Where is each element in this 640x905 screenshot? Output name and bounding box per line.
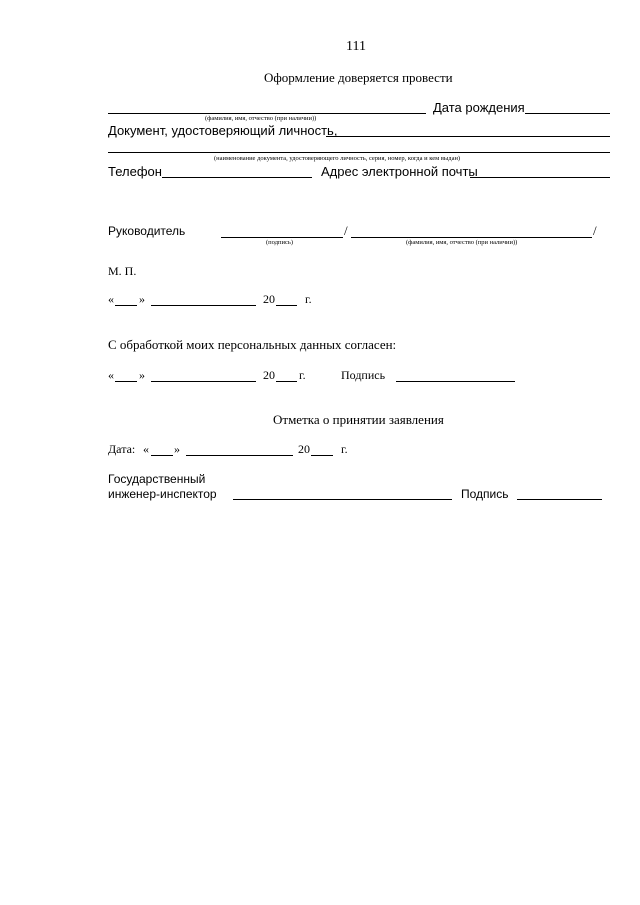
birth-date-label: Дата рождения [433,100,525,115]
acceptance-heading: Отметка о принятии заявления [273,412,444,427]
consent-year-field-line[interactable] [276,381,297,382]
date-close-quote: » [139,292,145,306]
year-prefix: 20 [263,292,275,306]
id-document-label: Документ, удостоверяющий личность, [108,123,338,138]
fio-field-line[interactable] [108,113,426,114]
head-label: Руководитель [108,224,186,238]
head-fio-caption: (фамилия, имя, отчество (при наличии)) [406,239,518,246]
day-field-line[interactable] [115,305,137,306]
inspector-name-line[interactable] [233,499,452,500]
slash-separator: / [344,223,348,238]
signature-caption: (подпись) [266,239,293,246]
inspector-signature-line[interactable] [517,499,602,500]
slash-separator-end: / [593,223,597,238]
acceptance-year-suffix: г. [341,442,348,456]
consent-signature-line[interactable] [396,381,515,382]
phone-field-line[interactable] [162,177,312,178]
id-document-field-line[interactable] [326,136,610,137]
consent-year-prefix: 20 [263,368,275,382]
consent-text: С обработкой моих персональных данных согласен: [108,337,397,352]
id-document-field-line-2[interactable] [108,152,610,153]
year-suffix: г. [305,292,312,306]
year-field-line[interactable] [276,305,297,306]
id-document-caption: (наименование документа, удостоверяющего личность, серия, номер, когда и кем выдан) [214,155,461,162]
inspector-label-line2: инженер-инспектор [108,487,217,501]
consent-date-close-quote: » [139,368,145,382]
email-field-line[interactable] [470,177,610,178]
section-heading: Оформление доверяется провести [264,70,453,85]
acceptance-day-field-line[interactable] [151,455,173,456]
head-signature-line[interactable] [221,237,343,238]
inspector-label-line1: Государственный [108,472,206,486]
stamp-label: М. П. [108,264,137,278]
consent-date-open-quote: « [108,368,114,382]
consent-day-field-line[interactable] [115,381,137,382]
acceptance-date-close-quote: » [174,442,180,456]
consent-year-suffix: г. [299,368,306,382]
acceptance-year-prefix: 20 [298,442,310,456]
page-number: 111 [346,39,366,54]
email-label: Адрес электронной почты [321,164,478,179]
fio-caption: (фамилия, имя, отчество (при наличии)) [205,115,317,122]
month-field-line[interactable] [151,305,256,306]
date-open-quote: « [108,292,114,306]
consent-month-field-line[interactable] [151,381,256,382]
phone-label: Телефон [108,164,162,179]
acceptance-month-field-line[interactable] [186,455,293,456]
acceptance-year-field-line[interactable] [311,455,333,456]
inspector-signature-label: Подпись [461,487,509,501]
consent-signature-label: Подпись [341,368,386,382]
acceptance-date-label: Дата: [108,442,136,456]
birth-date-field-line[interactable] [525,113,610,114]
acceptance-date-open-quote: « [143,442,149,456]
head-fio-line[interactable] [351,237,592,238]
